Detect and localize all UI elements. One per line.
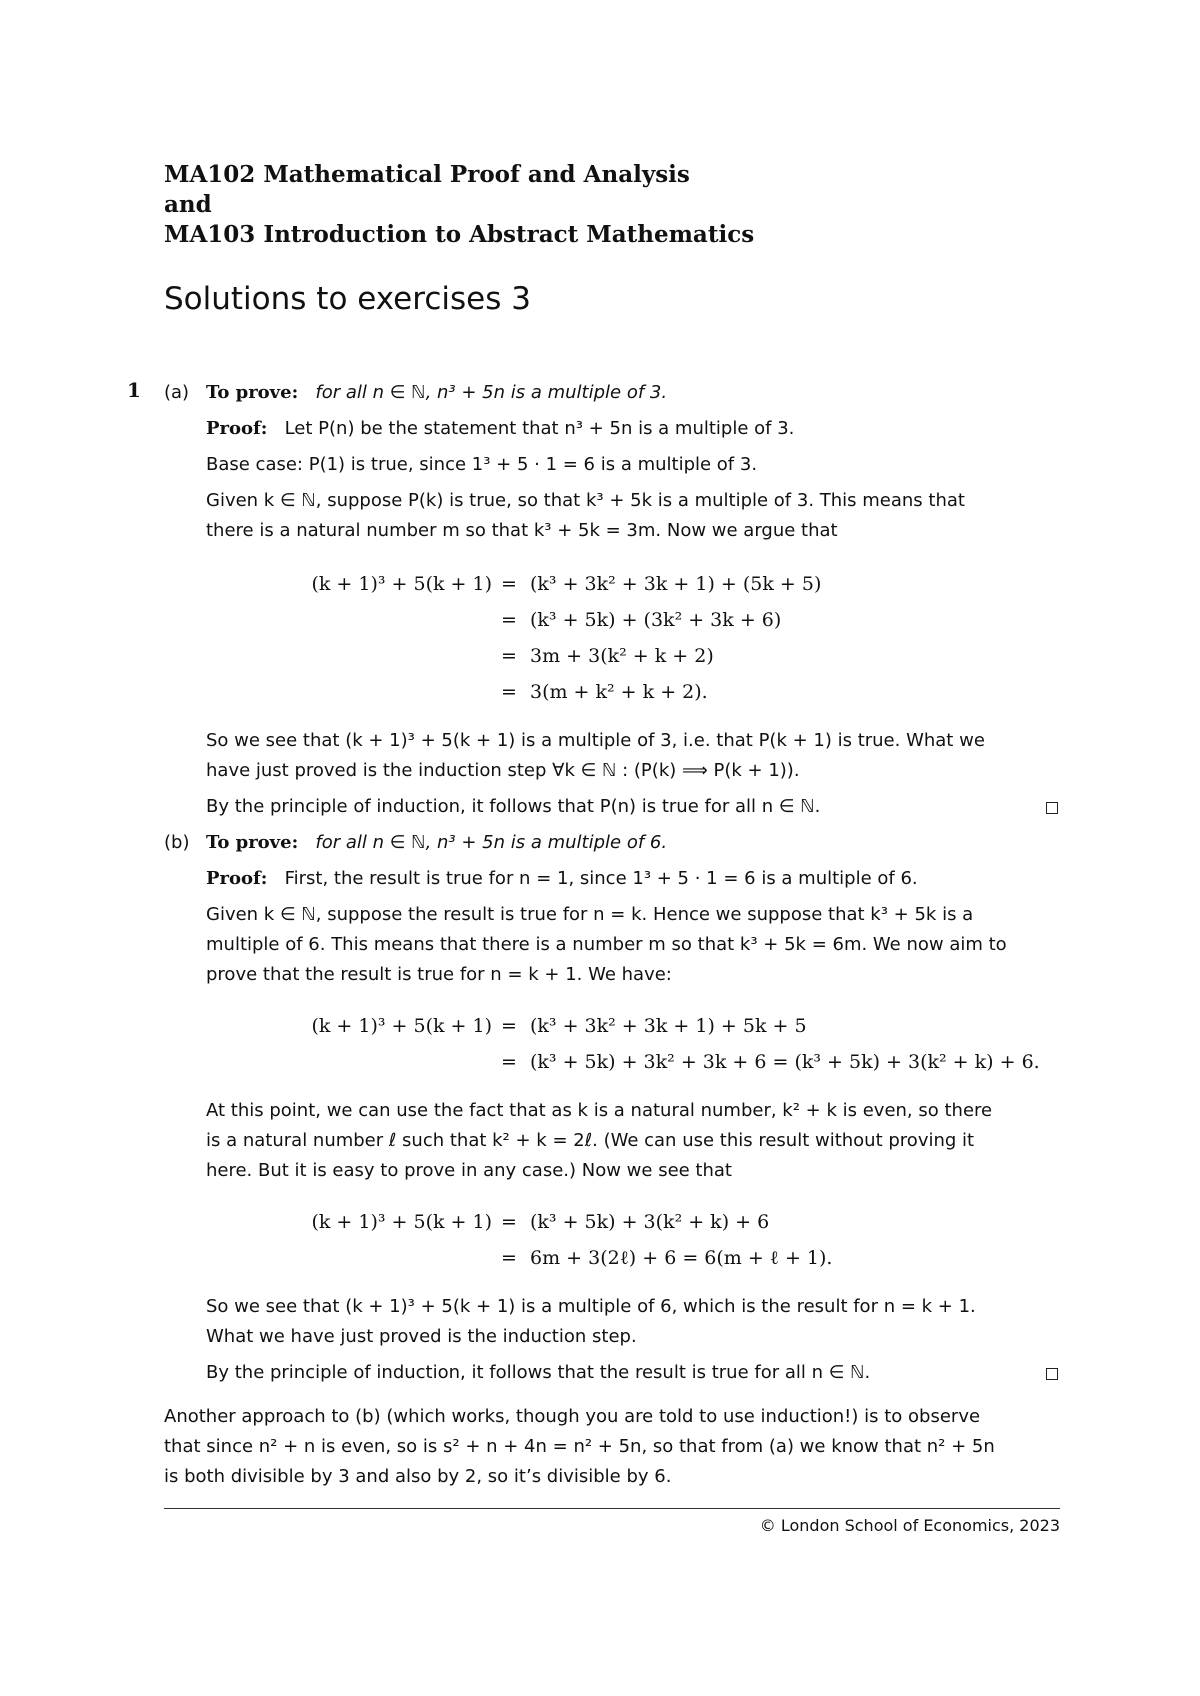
part-b-middle-2: is a natural number ℓ such that k² + k = 2ℓ. (We can use this result without proving it — [206, 1130, 975, 1151]
part-b-to-prove — [206, 828, 667, 858]
equation-sign: = — [501, 573, 517, 595]
course-title-and: and — [164, 191, 212, 218]
part-b-induction-principle: By the principle of induction, it follows that the result is true for all n ∈ ℕ. — [206, 1362, 871, 1383]
to-prove-label: To prove: — [206, 382, 299, 403]
equation-lhs: (k + 1)³ + 5(k + 1) — [311, 1211, 492, 1233]
proof-label: Proof: — [206, 868, 268, 889]
equation-rhs: (k³ + 5k) + (3k² + 3k + 6) — [530, 609, 782, 631]
part-a-conclusion-2: have just proved is the induction step ∀k ∈ ℕ : (P(k) ⟹ P(k + 1)). — [206, 760, 800, 781]
equation-sign: = — [501, 681, 517, 703]
part-a-proof-line — [206, 414, 794, 444]
equation-lhs: (k + 1)³ + 5(k + 1) — [311, 1015, 492, 1037]
proof-text: Let P(n) be the statement that n³ + 5n is a multiple of 3. — [284, 418, 795, 439]
another-approach-1: Another approach to (b) (which works, though you are told to use induction!) is to observe — [164, 1406, 981, 1427]
equation-rhs: 3m + 3(k² + k + 2) — [530, 645, 714, 667]
equation-rhs: (k³ + 5k) + 3(k² + k) + 6 — [530, 1211, 770, 1233]
proof-text: First, the result is true for n = 1, since 1³ + 5 · 1 = 6 is a multiple of 6. — [284, 868, 918, 889]
equation-sign: = — [501, 1051, 517, 1073]
course-title-ma102: MA102 Mathematical Proof and Analysis — [164, 161, 690, 188]
page-title: Solutions to exercises 3 — [164, 281, 531, 317]
proof-label: Proof: — [206, 418, 268, 439]
to-prove-label: To prove: — [206, 832, 299, 853]
part-b-hyp-1: Given k ∈ ℕ, suppose the result is true for n = k. Hence we suppose that k³ + 5k is a — [206, 904, 974, 925]
equation-sign: = — [501, 1247, 517, 1269]
equation-sign: = — [501, 609, 517, 631]
part-b-middle-1: At this point, we can use the fact that as k is a natural number, k² + k is even, so there — [206, 1100, 993, 1121]
equation-rhs: (k³ + 3k² + 3k + 1) + 5k + 5 — [530, 1015, 807, 1037]
another-approach-2: that since n² + n is even, so is s² + n + 4n = n² + 5n, so that from (a) we know that n² + 5n — [164, 1436, 995, 1457]
equation-rhs: (k³ + 5k) + 3k² + 3k + 6 = (k³ + 5k) + 3(k² + k) + 6. — [530, 1051, 1040, 1073]
course-title-ma103: MA103 Introduction to Abstract Mathematics — [164, 221, 755, 248]
equation-sign: = — [501, 1211, 517, 1233]
part-a-base-case: Base case: P(1) is true, since 1³ + 5 · 1 = 6 is a multiple of 3. — [206, 454, 758, 475]
footer-divider — [164, 1508, 1060, 1509]
equation-rhs: (k³ + 3k² + 3k + 1) + (5k + 5) — [530, 573, 822, 595]
part-a-induction-principle: By the principle of induction, it follows that P(n) is true for all n ∈ ℕ. — [206, 796, 821, 817]
part-b-conclusion-2: What we have just proved is the induction step. — [206, 1326, 637, 1347]
part-a-conclusion-1: So we see that (k + 1)³ + 5(k + 1) is a multiple of 3, i.e. that P(k + 1) is true. What we — [206, 730, 985, 751]
part-b-conclusion-1: So we see that (k + 1)³ + 5(k + 1) is a multiple of 6, which is the result for n = k + 1. — [206, 1296, 976, 1317]
part-a-inductive-hyp-2: there is a natural number m so that k³ + 5k = 3m. Now we argue that — [206, 520, 838, 541]
part-a-inductive-hyp-1: Given k ∈ ℕ, suppose P(k) is true, so that k³ + 5k is a multiple of 3. This means that — [206, 490, 965, 511]
part-b-hyp-3: prove that the result is true for n = k + 1. We have: — [206, 964, 672, 985]
to-prove-statement: for all n ∈ ℕ, n³ + 5n is a multiple of 3. — [315, 382, 668, 403]
copyright-notice: © London School of Economics, 2023 — [759, 1516, 1060, 1535]
part-b-hyp-2: multiple of 6. This means that there is a number m so that k³ + 5k = 6m. We now aim to — [206, 934, 1007, 955]
part-a-to-prove — [206, 378, 667, 408]
part-b-label: (b) — [164, 832, 190, 853]
qed-symbol — [1046, 802, 1058, 814]
equation-sign: = — [501, 1015, 517, 1037]
equation-rhs: 6m + 3(2ℓ) + 6 = 6(m + ℓ + 1). — [530, 1247, 833, 1269]
part-b-middle-3: here. But it is easy to prove in any case.) Now we see that — [206, 1160, 732, 1181]
part-b-proof-line — [206, 864, 918, 894]
part-a-label: (a) — [164, 382, 190, 403]
qed-symbol — [1046, 1368, 1058, 1380]
equation-sign: = — [501, 645, 517, 667]
another-approach-3: is both divisible by 3 and also by 2, so it’s divisible by 6. — [164, 1466, 672, 1487]
question-number: 1 — [127, 378, 141, 402]
to-prove-statement: for all n ∈ ℕ, n³ + 5n is a multiple of 6. — [315, 832, 668, 853]
equation-rhs: 3(m + k² + k + 2). — [530, 681, 708, 703]
equation-lhs: (k + 1)³ + 5(k + 1) — [311, 573, 492, 595]
